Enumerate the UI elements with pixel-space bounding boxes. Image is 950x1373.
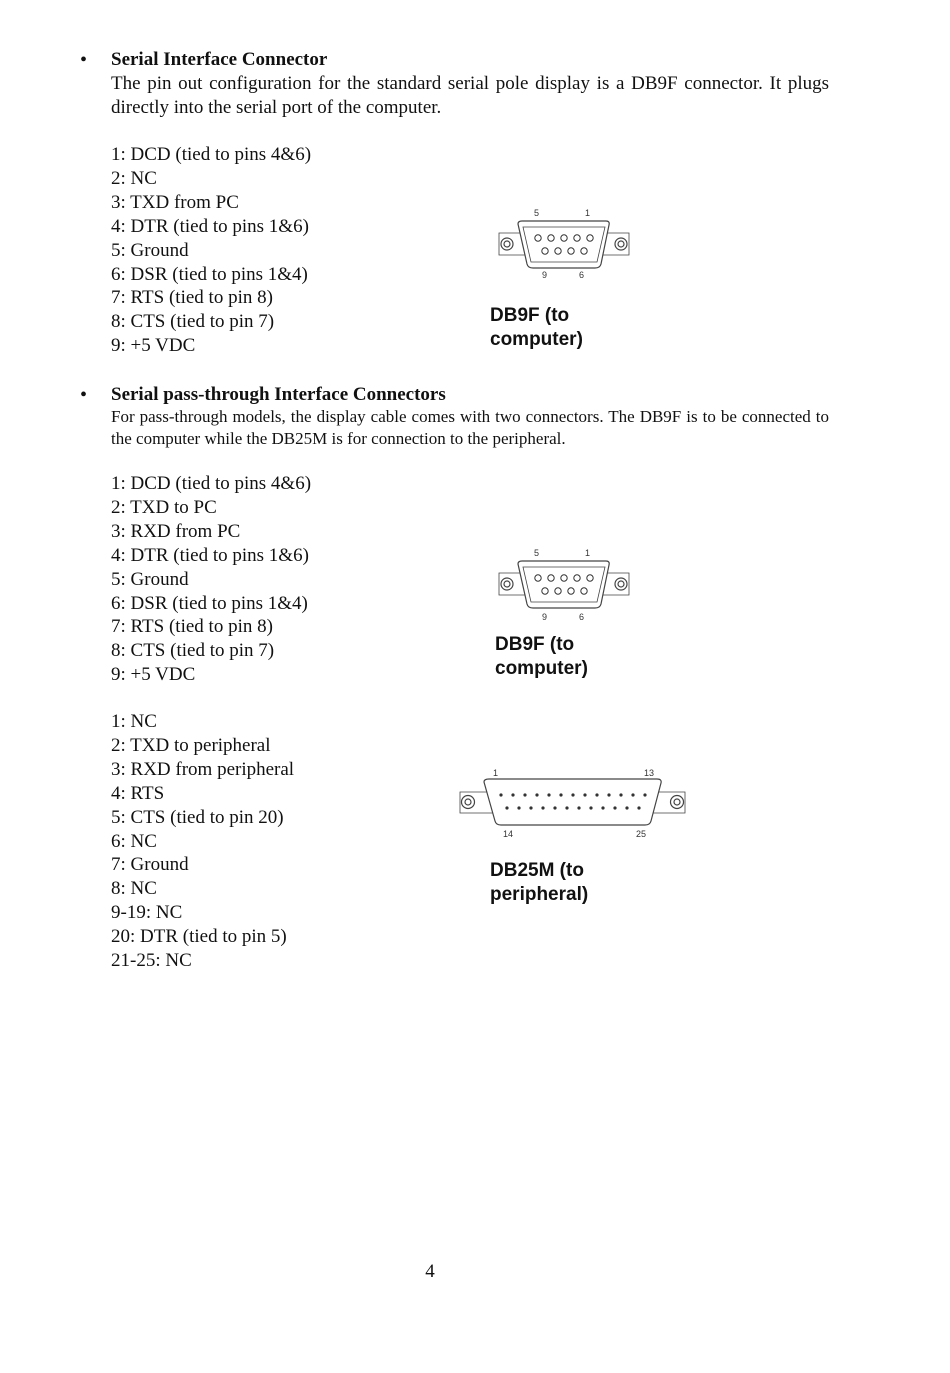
pin-label-1: 1 — [493, 768, 499, 778]
pin-assignment-item: 7: RTS (tied to pin 8) — [111, 616, 273, 638]
db9f-connector-diagram — [496, 206, 632, 282]
pin-assignment-item: 3: RXD from peripheral — [111, 758, 295, 780]
db25-pin — [589, 806, 592, 809]
pin-label-6: 6 — [579, 270, 585, 280]
db25-pin — [523, 793, 526, 796]
pin-label-9: 9 — [542, 270, 548, 280]
db25-pin — [613, 806, 616, 809]
db25m-connector-diagram — [458, 766, 688, 842]
db25-pin — [517, 806, 520, 809]
pin-assignment-item: 6: NC — [111, 830, 157, 852]
db25-pin — [583, 793, 586, 796]
pin-assignment-item: 4: DTR (tied to pins 1&6) — [111, 544, 309, 566]
pin-assignment-item: 1: DCD (tied to pins 4&6) — [111, 144, 312, 165]
db25-pin — [631, 793, 634, 796]
pin-assignment-item: 2: TXD to PC — [111, 496, 217, 518]
page-number: 4 — [425, 1261, 435, 1282]
pin-assignment-item: 4: DTR (tied to pins 1&6) — [111, 215, 309, 237]
section-paragraph-serial-interface: The pin out configuration for the standard serial pole display is a DB9F connector. It plugs directly into the serial port of the computer. — [111, 73, 829, 118]
pin-label-1: 1 — [585, 548, 591, 558]
pin-assignment-item: 21-25: NC — [111, 950, 192, 972]
db25-pin — [601, 806, 604, 809]
pin-assignment-item: 9-19: NC — [111, 902, 183, 924]
db25-pin — [499, 793, 502, 796]
db9-passthrough-pinout-list — [111, 472, 311, 687]
db25-pin — [625, 806, 628, 809]
pin-assignment-item: 5: Ground — [111, 239, 189, 261]
pin-assignment-item: 8: CTS (tied to pin 7) — [111, 640, 275, 662]
pin-assignment-item: 7: RTS (tied to pin 8) — [111, 287, 273, 309]
db25-pin — [511, 793, 514, 796]
pin-assignment-item: 3: RXD from PC — [111, 520, 241, 542]
bullet-marker: • — [80, 384, 88, 406]
pin-assignment-item: 6: DSR (tied to pins 1&4) — [111, 592, 308, 614]
pin-label-14: 14 — [503, 829, 514, 839]
pin-label-9: 9 — [542, 612, 548, 622]
pin-assignment-item: 2: TXD to peripheral — [111, 734, 271, 756]
pin-assignment-item: 5: CTS (tied to pin 20) — [111, 806, 284, 828]
pin-assignment-item: 9: +5 VDC — [111, 664, 196, 686]
db9f-connector-diagram — [496, 546, 632, 622]
pin-label-6: 6 — [579, 612, 585, 622]
db25-pin — [619, 793, 622, 796]
pin-assignment-item: 7: Ground — [111, 854, 189, 876]
pin-label-1: 1 — [585, 208, 591, 218]
pin-assignment-item: 1: NC — [111, 711, 157, 732]
pin-assignment-item: 8: NC — [111, 878, 157, 900]
pin-assignment-item: 6: DSR (tied to pins 1&4) — [111, 263, 308, 285]
pin-assignment-item: 20: DTR (tied to pin 5) — [111, 926, 287, 948]
section-heading-pass-through: Serial pass-through Interface Connectors — [111, 384, 446, 405]
pin-label-5: 5 — [534, 208, 540, 218]
db9f-caption: DB9F (to computer) — [495, 634, 588, 679]
db25-pin — [637, 806, 640, 809]
pin-assignment-item: 8: CTS (tied to pin 7) — [111, 311, 275, 333]
db25-pin — [595, 793, 598, 796]
db25-pin — [559, 793, 562, 796]
section-heading-serial-interface: Serial Interface Connector — [111, 49, 328, 70]
pin-assignment-item: 4: RTS — [111, 782, 165, 804]
db25-pinout-list — [111, 710, 294, 973]
db9f-caption: DB9F (to computer) — [490, 305, 583, 350]
pin-assignment-item: 2: NC — [111, 167, 157, 189]
pin-assignment-item: 9: +5 VDC — [111, 335, 196, 357]
db9-pinout-list — [111, 143, 311, 358]
db25-pin — [547, 793, 550, 796]
db25-pin — [553, 806, 556, 809]
pin-label-25: 25 — [636, 829, 647, 839]
pin-assignment-item: 1: DCD (tied to pins 4&6) — [111, 473, 312, 494]
db25-pin — [535, 793, 538, 796]
section-paragraph-pass-through: For pass-through models, the display cable comes with two connectors. The DB9F is to be connected to the computer while the DB25M is for connection to the peripheral. — [111, 407, 829, 448]
db25-pin — [607, 793, 610, 796]
pin-assignment-item: 3: TXD from PC — [111, 191, 239, 213]
db25-pin — [541, 806, 544, 809]
db25-pin — [565, 806, 568, 809]
db25-pin — [529, 806, 532, 809]
db25-pin — [643, 793, 646, 796]
pin-label-13: 13 — [644, 768, 655, 778]
pin-label-5: 5 — [534, 548, 540, 558]
db25m-caption: DB25M (to peripheral) — [490, 860, 589, 905]
bullet-marker: • — [80, 49, 88, 71]
db25-pin — [577, 806, 580, 809]
db25-pin — [571, 793, 574, 796]
db25-pin — [505, 806, 508, 809]
pin-assignment-item: 5: Ground — [111, 568, 189, 590]
